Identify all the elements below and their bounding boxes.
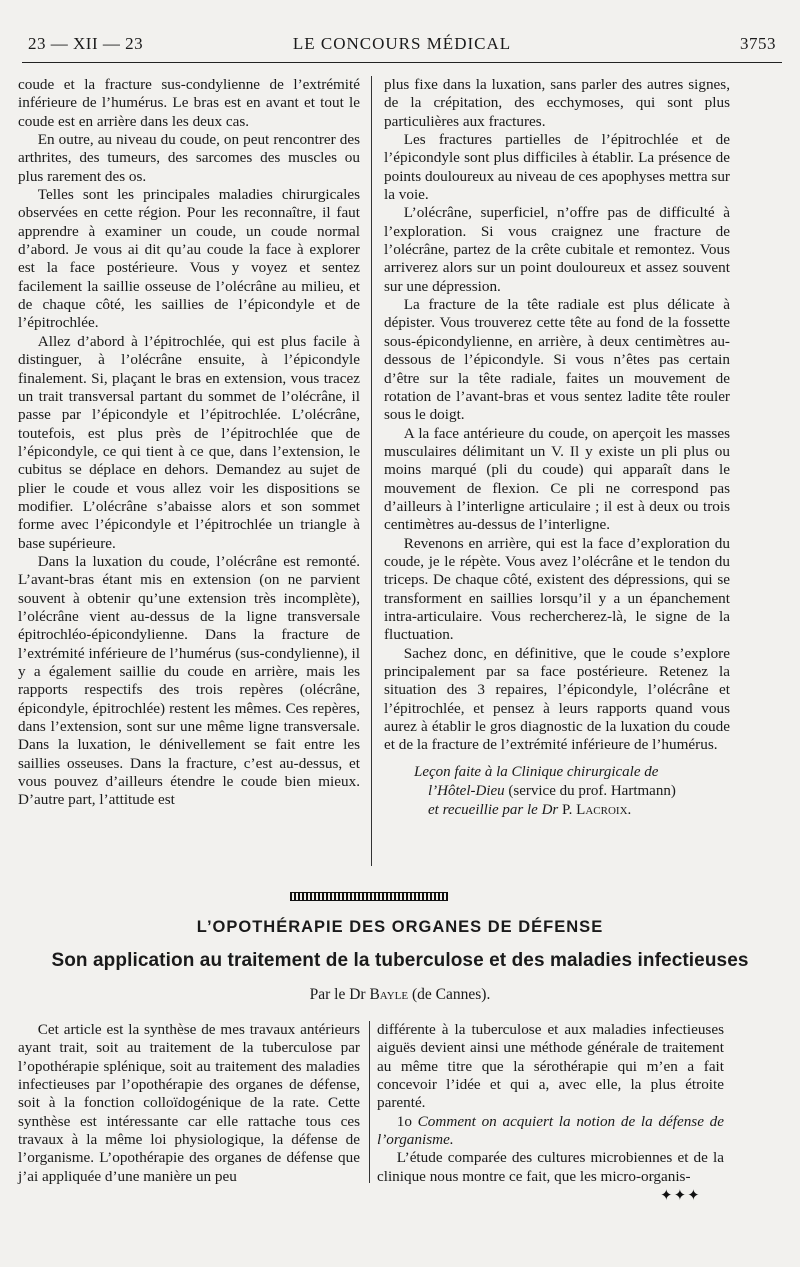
column-1 (18, 76, 360, 810)
paragraph: Telles sont les principales maladies chirurgicales observées en cette région. Pour les reconnaître, il faut apprendre à examiner un coude, un coude normal d’abord. Je vous ai dit qu’au coude la face à explorer est la face postérieure. Vous y voyez et sentez facilement la saillie osseuse de l’olécrâne au milieu, et de chaque côté, les saillies de l’épicondyle et de l’épitrochlée. (18, 186, 360, 332)
section-title: Comment on acquiert la notion de la défense de l’organisme. (377, 1112, 725, 1149)
article-byline (0, 986, 800, 1004)
paragraph: Dans la luxation du coude, l’olécrâne est remonté. L’avant-bras étant mis en extension (on ne parvient souvent à obtenir qu’une extension très incomplète), l’olécrâne vient au-dessus de la ligne transversale épitrochléo-épicondylienne. Dans la fracture de l’extrémité inférieure de l’humérus (sus-condylienne), il y a également saillie du coude en arrière, mais les rapports respectifs des trois repères (olécrâne, épicondyle, épitrochlée) restent les mêmes. Ces repères, dans l’extension, sont sur une même ligne transversale. Dans la luxation, le dénivellement se fait entre les saillies osseuses. Dans la fracture, c’est au-dessus, et vous pouvez d’ailleurs étendre le coude bien mieux. D’autre part, l’attitude est (18, 552, 360, 809)
paragraph: Les fractures partielles de l’épitrochlée et de l’épicondyle sont plus difficiles à établir. La présence de points douloureux au niveau de ces apophyses mettra sur la voie. (384, 131, 730, 204)
paragraph: A la face antérieure du coude, on aperçoit les masses musculaires délimitant un V. Il y existe un pli plus ou moins marqué (pli du coude) qui apparaît dans le mouvement de flexion. Ce pli ne correspond pas d’ailleurs à l’interligne articulaire ; il est à deux ou trois centimètres au-dessus de l’interligne. (384, 424, 730, 534)
column-divider (369, 1021, 370, 1183)
paragraph: La fracture de la tête radiale est plus délicate à dépister. Vous trouverez cette tête au fond de la fossette sous-épicondylienne, en arrière, à deux centimètres au-dessous de l’épicondyle. Si vous n’êtes pas certain d’être sur la tête radiale, faites un mouvement de rotation de l’avant-bras et vous sentez ladite tête rouler sous le doigt. (384, 296, 730, 424)
column-2 (384, 76, 730, 820)
paragraph: coude et la fracture sus-condylienne de l’extrémité inférieure de l’humérus. Le bras est en avant et tout le coude est en arrière dans les deux cas. (18, 76, 360, 130)
byline-prefix: Par le Dr (309, 986, 370, 1003)
paragraph: Allez d’abord à l’épitrochlée, qui est plus facile à distinguer, à l’olécrâne ensuite, à l’épicondyle finalement. Si, plaçant le bras en extension, vous tracez un trait transversal partant du sommet de l’olécrâne, il passe par l’épicondyle et l’épitrochlée. L’olécrâne, toutefois, est plus près de l’épitrochlée que de l’épicondyle, ce qui tient à ce que, dans l’extension, le cubitus se déplace en dehors. Demandez au sujet de plier le coude et vous allez voir les dispositions se modifier. L’olécrâne s’abaisse alors et son sommet forme avec l’épicondyle et l’épitrochlée un triangle à base supérieure. (18, 332, 360, 552)
byline-author: Bayle (369, 986, 409, 1003)
header-rule (22, 62, 782, 63)
article-title: L’OPOTHÉRAPIE DES ORGANES DE DÉFENSE (196, 918, 604, 936)
signature-line (384, 782, 730, 801)
paragraph: Sachez donc, en définitive, que le coude s’explore principalement par sa face postérieure. Retenez la situation des 3 repaires, l’épicondyle, l’olécrâne et l’épitrochlée, et pensez à leurs rapports quand vous aurez à établir le gros diagnostic de la luxation du coude et de la fracture de l’extrémité inférieure de l’humérus. (384, 644, 730, 754)
signature-line (384, 801, 730, 820)
lecture-signature (384, 763, 730, 820)
paragraph: L’étude comparée des cultures microbiennes et de la clinique nous montre ce fait, que les micro-organis- (377, 1149, 724, 1185)
paragraph: Cet article est la synthèse de mes travaux antérieurs ayant trait, soit au traitement de la tuberculose par l’opothérapie splénique, soit au traitement des maladies infectieuses par l’opothérapie des organes de défense, soit à la fonction colloïdogénique de la rate. Cette synthèse est intéressante car elle rattache tous ces travaux à la même loi physiologique, la défense de l’organisme. L’opothérapie des organes de défense que j’ai appliquée d’une manière un peu (18, 1021, 360, 1185)
running-header (28, 34, 776, 58)
article-subtitle: Son application au traitement de la tuberculose et des maladies infectieuses (51, 950, 749, 971)
section-ornament (290, 892, 448, 901)
signature-recorded-by: et recueillie par le Dr (428, 801, 562, 818)
section-number: 1o (396, 1112, 418, 1130)
paragraph: En outre, au niveau du coude, on peut rencontrer des arthrites, des tumeurs, des sarcomes des muscles ou plus rarement des os. (18, 131, 360, 185)
article-column-2 (377, 1021, 724, 1186)
signature-service: (service du prof. Hartmann) (504, 782, 676, 799)
page-number: 3753 (740, 34, 776, 53)
paragraph: plus fixe dans la luxation, sans parler des autres signes, de la crépitation, des ecchymoses, qui sont plus particulières aux fractures. (384, 76, 730, 130)
signature-hospital: l’Hôtel-Dieu (428, 782, 505, 799)
continuation-mark: ✦✦✦ (660, 1188, 701, 1204)
signature-line: Leçon faite à la Clinique chirurgicale de (414, 763, 659, 780)
paragraph: Revenons en arrière, qui est la face d’exploration du coude, je le répète. Vous avez l’olécrâne et le tendon du triceps. De chaque côté, existent des dépressions, qui se transforment en saillies lorsqu’il y a un épanchement intra-articulaire. Vous rechercherez-là, le signe de la fluctuation. (384, 534, 730, 644)
paragraph: différente à la tuberculose et aux maladies infectieuses aiguës devient ainsi une méthode générale de traitement au même titre que la sérothérapie qui m’en a fait concevoir l’idée et qui a, avec elle, la plus étroite parenté. (377, 1021, 724, 1112)
column-divider (371, 76, 372, 866)
paragraph: L’olécrâne, superficiel, n’offre pas de difficulté à l’exploration. Si vous craignez une fracture de l’olécrâne, partez de la crête cubitale et remontez. Vous arriverez alors sur un point douloureux et assez souvent sur une dépression. (384, 204, 730, 295)
byline-location: (de Cannes). (408, 986, 491, 1003)
journal-title: LE CONCOURS MÉDICAL (292, 34, 512, 53)
article-column-1 (18, 1021, 360, 1186)
section-heading (377, 1113, 724, 1150)
signature-author: P. Lacroix. (562, 801, 632, 818)
issue-date: 23 — XII — 23 (28, 34, 144, 53)
